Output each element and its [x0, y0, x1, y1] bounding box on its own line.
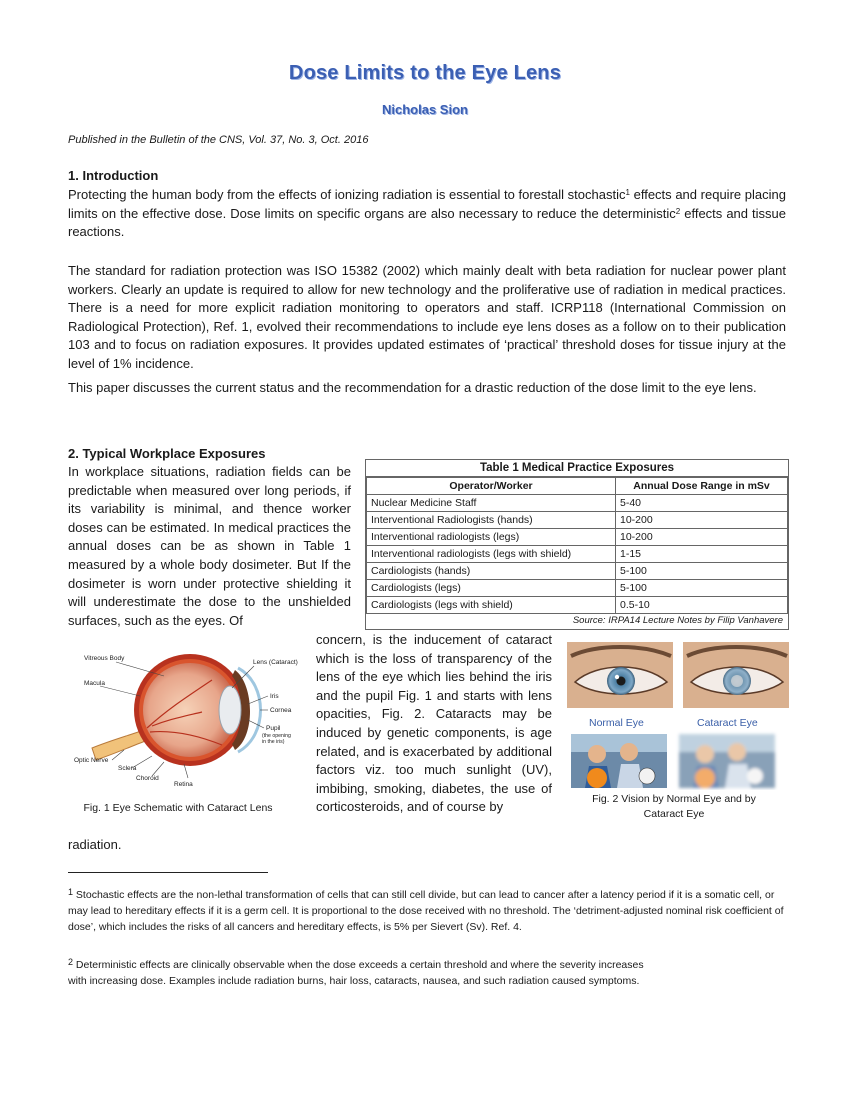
table-row — [367, 597, 788, 614]
cataract-lens-shape — [219, 686, 241, 734]
label-lens: Lens (Cataract) — [253, 659, 298, 666]
normal-vision-photo — [571, 734, 667, 788]
intro-p1-text-b: effects and require placing limits on the effective dose. Dose limits on specific organs are also necessary to reduce the deterministic — [68, 187, 786, 221]
table-cell-dose: 1-15 — [616, 546, 788, 563]
workplace-paragraph-tail: radiation. — [68, 837, 122, 852]
footnote-ref-1[interactable]: 1 — [625, 188, 630, 197]
footnote-2 — [68, 957, 658, 989]
table-cell-dose: 5-40 — [616, 495, 788, 512]
table-header-row — [367, 478, 788, 495]
footnote-1 — [68, 887, 786, 935]
table-cell-worker: Nuclear Medicine Staff — [367, 495, 616, 512]
label-pupil: Pupil — [266, 725, 281, 732]
table-header-dose: Annual Dose Range in mSv — [616, 478, 788, 495]
table-cell-worker: Interventional radiologists (legs) — [367, 529, 616, 546]
table-row — [367, 546, 788, 563]
table-cell-dose: 10-200 — [616, 512, 788, 529]
label-retina: Retina — [174, 781, 193, 788]
cataract-vision-photo — [679, 734, 775, 788]
fig1-caption: Fig. 1 Eye Schematic with Cataract Lens — [83, 802, 273, 814]
footnote-2-text: Deterministic effects are clinically observable when the dose exceeds a certain threshold and where the severity increases with increasing dose. Examples include radiation burns, hair loss, cataracts, nausea, and such radiation caused symptoms. — [68, 959, 644, 987]
table-cell-dose: 0.5-10 — [616, 597, 788, 614]
table-cell-worker: Cardiologists (legs) — [367, 580, 616, 597]
footnote-divider — [68, 872, 268, 873]
table-row — [367, 512, 788, 529]
publication-line: Published in the Bulletin of the CNS, Vol. 37, No. 3, Oct. 2016 — [68, 134, 369, 146]
table-row — [367, 580, 788, 597]
table-cell-worker: Cardiologists (legs with shield) — [367, 597, 616, 614]
workplace-paragraph-left: In workplace situations, radiation fields can be predictable when measured over long periods, if its variability is minimal, and thence worker doses can be estimated. In medical practices the annual doses can be as shown in Table 1 measured by a whole body dosimeter. But If the dosimeter is worn under protective shielding it will underestimate the dose to the unshielded surfaces, such as the eyes. Of — [68, 464, 351, 628]
table-cell-dose: 10-200 — [616, 529, 788, 546]
table-row — [367, 495, 788, 512]
label-cornea: Cornea — [270, 707, 292, 714]
intro-paragraph-1 — [68, 186, 786, 242]
footnote-ref-2[interactable]: 2 — [675, 206, 681, 216]
cataract-eye-label: Cataract Eye — [697, 717, 758, 729]
section-1-heading: 1. Introduction — [68, 168, 159, 183]
paper-title: Dose Limits to the Eye Lens — [288, 62, 562, 84]
medical-exposures-table — [365, 459, 789, 630]
footnote-1-text: Stochastic effects are the non-lethal transformation of cells that can still cell divide, but can lead to cancer after a latency period if it is a somatic cell, or may lead to hereditary effects if it is a germ cell. It is proportional to the dose received with no threshold. The ‘detriment-adjusted nominal risk coefficient of dose’, which includes the risks of all cancers and hereditary effects, is 5% per Sievert (Sv). Ref. 4. — [68, 889, 784, 933]
intro-paragraph-3: This paper discusses the current status and the recommendation for a drastic reduction of the dose limit to the eye lens. — [68, 380, 757, 395]
label-sclera: Sclera — [118, 765, 137, 772]
label-optic-nerve: Optic Nerve — [74, 757, 109, 764]
label-vitreous: Vitreous Body — [84, 655, 125, 662]
table-row — [367, 529, 788, 546]
footnote-2-marker: 2 — [68, 957, 74, 967]
label-choroid: Choroid — [136, 775, 159, 782]
intro-p1-text-a: Protecting the human body from the effects of ionizing radiation is essential to forestall stochastic — [68, 187, 626, 202]
label-iris: Iris — [270, 693, 279, 700]
label-pupil-note-1: (the opening — [262, 733, 291, 739]
table-row — [367, 563, 788, 580]
cataract-eye-photo — [683, 642, 789, 708]
table-header-worker: Operator/Worker — [367, 478, 616, 495]
table-cell-dose: 5-100 — [616, 580, 788, 597]
eye-schematic-figure — [72, 640, 307, 790]
table-cell-worker: Interventional Radiologists (hands) — [367, 512, 616, 529]
intro-paragraph-2: The standard for radiation protection was ISO 15382 (2002) which mainly dealt with beta radiation for nuclear power plant workers. Clearly an update is required to allow for new technology and the proliferative use of radiation in medical practices. There is a need for more explicit radiation monitoring to operators and staff. ICRP118 (International Commission on Radiological Protection), Ref. 1, evolved their recommendations to include eye lens doses as a follow on to their publication 103 and to focus on radiation exposures. It provides updated estimates of ‘practical’ threshold doses for tissue injury at the level of 1% incidence. — [68, 263, 786, 371]
label-macula: Macula — [84, 680, 105, 687]
label-pupil-note-2: in the iris) — [262, 739, 285, 745]
table-cell-dose: 5-100 — [616, 563, 788, 580]
intro-p1-text-c: effects and tissue reactions. — [68, 205, 787, 239]
workplace-paragraph-middle: concern, is the inducement of cataract which is the loss of transparency of the lens of the eye which lies behind the iris and the pupil Fig. 1 and starts with lens opacities, Fig. 2. Cataracts may be induced by genetic components, is age related, and is exacerbated by additional factors viz. too much sunlight (UV), imbibing, smoking, diabetes, the use of corticosteroids, and of course by — [316, 632, 552, 815]
section-2-heading: 2. Typical Workplace Exposures — [68, 446, 266, 461]
table-cell-worker: Cardiologists (hands) — [367, 563, 616, 580]
normal-eye-photo — [567, 642, 673, 708]
table-caption: Table 1 Medical Practice Exposures — [366, 460, 788, 477]
vision-comparison-figure — [567, 642, 789, 790]
fig2-caption: Fig. 2 Vision by Normal Eye and by Cataract Eye — [592, 793, 756, 820]
author-name: Nicholas Sion — [382, 102, 468, 117]
normal-eye-label: Normal Eye — [589, 717, 644, 729]
table-source: Source: IRPA14 Lecture Notes by Filip Vanhavere — [572, 615, 783, 626]
optic-nerve-shape — [92, 730, 148, 760]
table-cell-worker: Interventional radiologists (legs with shield) — [367, 546, 616, 563]
footnote-1-marker: 1 — [68, 887, 74, 897]
